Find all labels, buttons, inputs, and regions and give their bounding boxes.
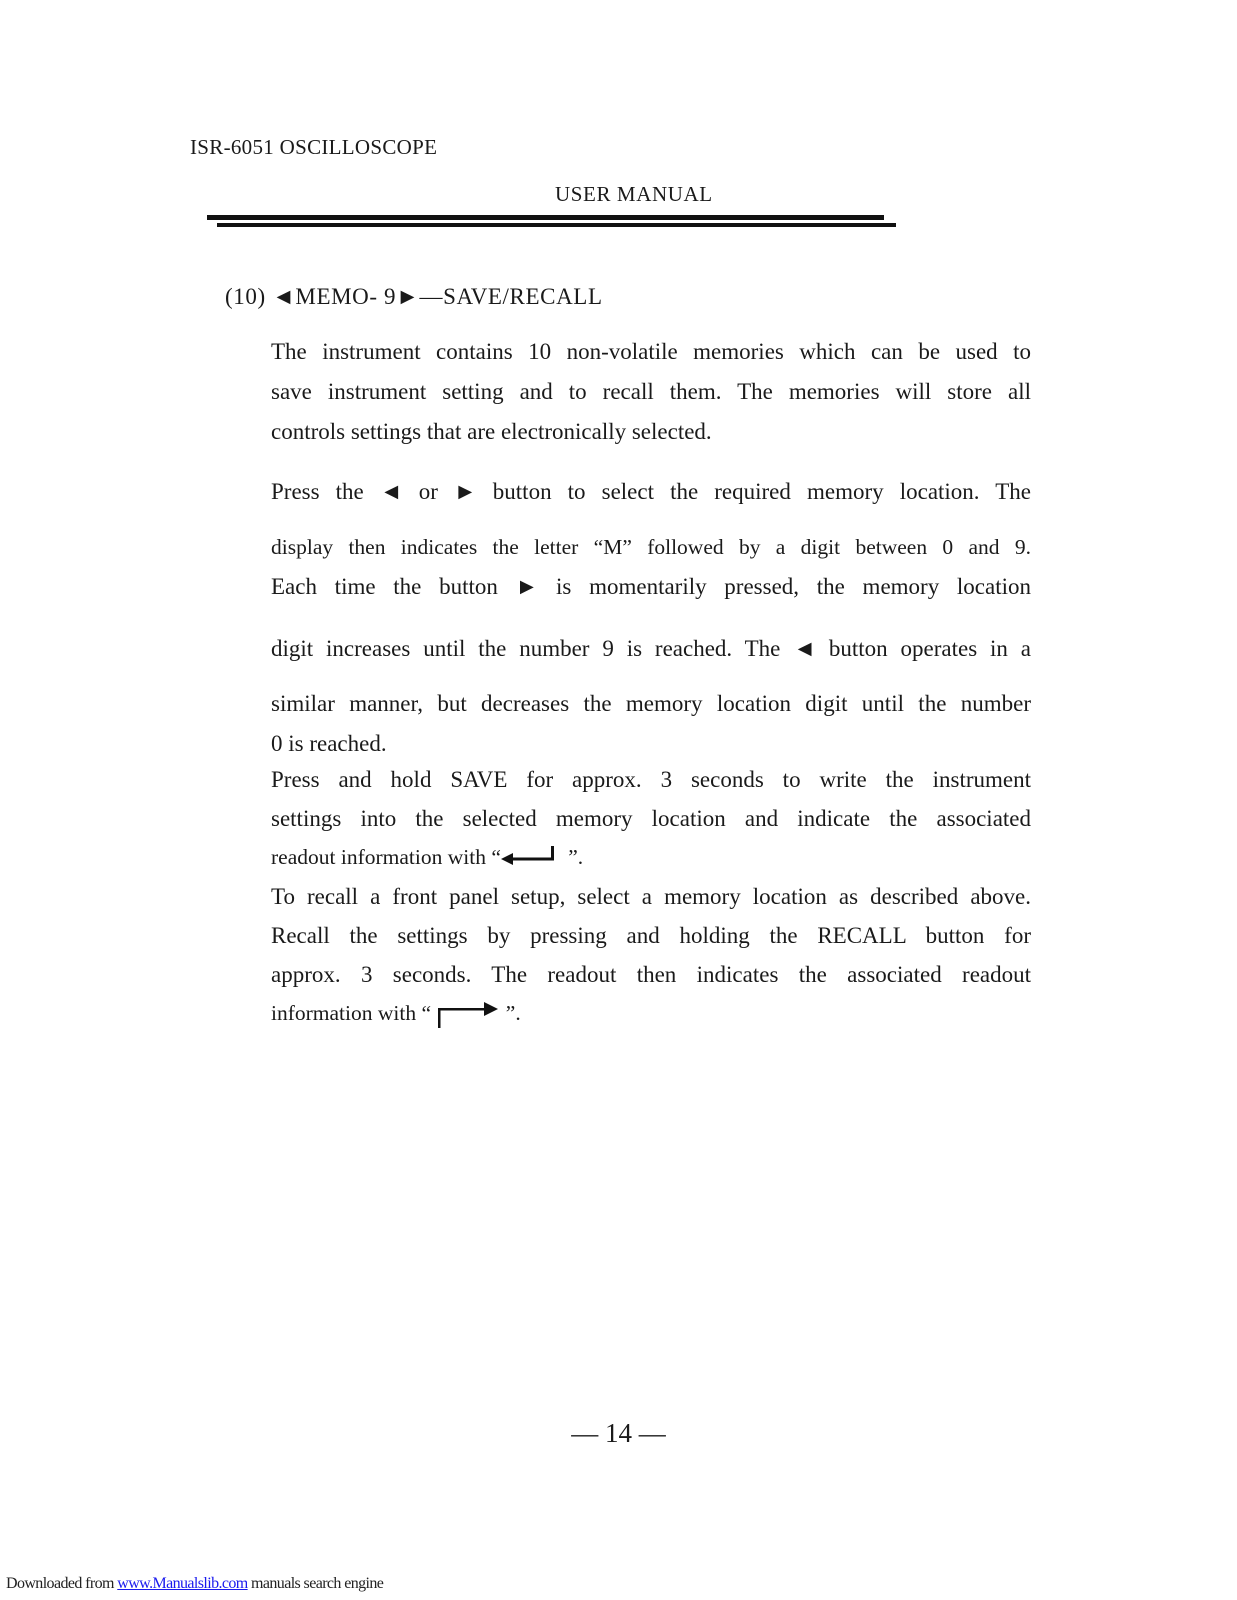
paragraph-line: settings into the selected memory location and indicate the associated bbox=[271, 806, 1031, 831]
paragraph-recall bbox=[271, 877, 1031, 1033]
page-number: — 14 — bbox=[571, 1418, 666, 1448]
paragraph-line: To recall a front panel setup, select a memory location as described above. bbox=[271, 884, 1031, 909]
footer bbox=[6, 1575, 383, 1593]
paragraph-line: 0 is reached. bbox=[271, 731, 387, 756]
save-text-before: readout information with “ bbox=[271, 845, 501, 869]
header-manual-title: USER MANUAL bbox=[555, 182, 713, 206]
paragraph-line: Each time the button ► is momentarily pressed, the memory location bbox=[271, 574, 1031, 599]
section-title: (10) ◄MEMO- 9►—SAVE/RECALL bbox=[225, 284, 603, 309]
paragraph-save bbox=[271, 760, 1031, 877]
paragraph-select bbox=[271, 472, 1031, 764]
recall-text-before: information with “ bbox=[271, 1001, 437, 1025]
paragraph-line: The instrument contains 10 non-volatile memories which can be used to bbox=[271, 339, 1031, 364]
header-rule-bottom bbox=[217, 223, 896, 227]
recall-text-after: ”. bbox=[500, 1001, 521, 1025]
footer-link[interactable]: www.Manualslib.com bbox=[117, 1575, 248, 1592]
header-model: ISR-6051 OSCILLOSCOPE bbox=[190, 135, 438, 159]
right-arrow-icon bbox=[436, 1000, 500, 1030]
enter-arrow-icon bbox=[501, 846, 563, 872]
paragraph-line: Press the ◄ or ► button to select the required memory location. The bbox=[271, 479, 1031, 504]
paragraph-line: digit increases until the number 9 is reached. The ◄ button operates in a bbox=[271, 636, 1031, 661]
paragraph-line: Press and hold SAVE for approx. 3 seconds to write the instrument bbox=[271, 767, 1031, 792]
paragraph-line: similar manner, but decreases the memory location digit until the number bbox=[271, 691, 1031, 716]
save-text-after: ”. bbox=[562, 845, 584, 869]
paragraph-line: save instrument setting and to recall them. The memories will store all bbox=[271, 379, 1031, 404]
paragraph-line: approx. 3 seconds. The readout then indicates the associated readout bbox=[271, 962, 1031, 987]
header-rule-top bbox=[207, 215, 884, 220]
paragraph-line: controls settings that are electronically selected. bbox=[271, 419, 712, 444]
paragraph-line bbox=[271, 838, 1031, 877]
paragraph-intro bbox=[271, 332, 1031, 452]
paragraph-line: display then indicates the letter “M” followed by a digit between 0 and 9. bbox=[271, 535, 1031, 559]
footer-suffix: manuals search engine bbox=[247, 1575, 384, 1592]
footer-prefix: Downloaded from bbox=[6, 1575, 118, 1592]
paragraph-line: Recall the settings by pressing and holding the RECALL button for bbox=[271, 923, 1031, 948]
paragraph-line bbox=[271, 994, 1031, 1033]
